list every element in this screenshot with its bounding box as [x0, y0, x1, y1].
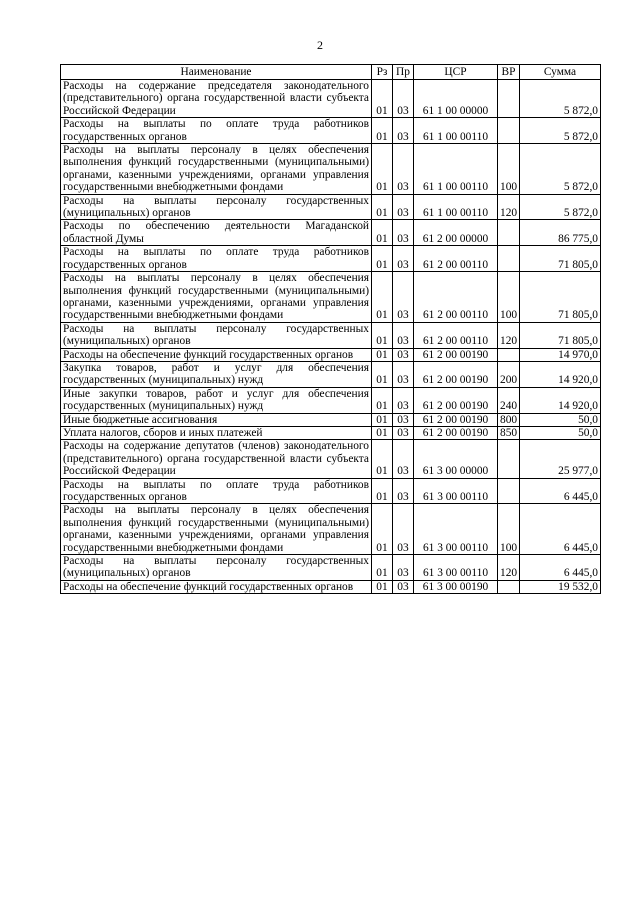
row-sum-cell: 5 872,0	[520, 194, 601, 220]
page-number: 2	[317, 38, 323, 52]
row-csr-cell: 61 2 00 00190	[414, 361, 498, 387]
table-row	[61, 272, 601, 323]
row-vr-cell	[498, 348, 520, 361]
row-pr-cell: 03	[393, 80, 414, 118]
row-pr-cell: 03	[393, 580, 414, 593]
row-vr-cell: 100	[498, 504, 520, 555]
row-name-cell: Иные бюджетные ассигнования	[61, 413, 372, 426]
row-sum-cell: 5 872,0	[520, 144, 601, 195]
row-sum-cell: 50,0	[520, 426, 601, 439]
table-row	[61, 80, 601, 118]
row-sum-cell: 14 920,0	[520, 361, 601, 387]
row-csr-cell: 61 1 00 00110	[414, 194, 498, 220]
row-sum-cell: 19 532,0	[520, 580, 601, 593]
row-sum-cell: 71 805,0	[520, 246, 601, 272]
row-rz-cell: 01	[372, 361, 393, 387]
row-vr-cell: 850	[498, 426, 520, 439]
row-pr-cell: 03	[393, 361, 414, 387]
table-row	[61, 194, 601, 220]
row-name-cell: Расходы на выплаты по оплате труда работников государственных органов	[61, 478, 372, 504]
row-csr-cell: 61 2 00 00110	[414, 272, 498, 323]
row-vr-cell	[498, 580, 520, 593]
row-rz-cell: 01	[372, 504, 393, 555]
row-csr-cell: 61 3 00 00110	[414, 504, 498, 555]
row-pr-cell: 03	[393, 246, 414, 272]
row-sum-cell: 5 872,0	[520, 118, 601, 144]
row-vr-cell	[498, 246, 520, 272]
column-header-sum: Сумма	[520, 65, 601, 80]
row-csr-cell: 61 1 00 00110	[414, 144, 498, 195]
table-row	[61, 387, 601, 413]
table-row	[61, 580, 601, 593]
table-row	[61, 440, 601, 478]
row-csr-cell: 61 2 00 00190	[414, 413, 498, 426]
row-pr-cell: 03	[393, 220, 414, 246]
row-name-cell: Расходы на обеспечение функций государственных органов	[61, 348, 372, 361]
row-csr-cell: 61 2 00 00000	[414, 220, 498, 246]
row-sum-cell: 71 805,0	[520, 272, 601, 323]
row-rz-cell: 01	[372, 426, 393, 439]
row-csr-cell: 61 3 00 00190	[414, 580, 498, 593]
row-vr-cell: 120	[498, 194, 520, 220]
row-rz-cell: 01	[372, 348, 393, 361]
column-header-csr: ЦСР	[414, 65, 498, 80]
row-name-cell: Расходы на выплаты персоналу в целях обеспечения выполнения функций государственными (муниципальными) органами, казенными учреждениями, органами управления государственными внебюджетными фондами	[61, 272, 372, 323]
budget-table	[60, 64, 601, 594]
row-rz-cell: 01	[372, 322, 393, 348]
row-rz-cell: 01	[372, 144, 393, 195]
row-sum-cell: 25 977,0	[520, 440, 601, 478]
row-pr-cell: 03	[393, 322, 414, 348]
row-pr-cell: 03	[393, 413, 414, 426]
row-rz-cell: 01	[372, 272, 393, 323]
row-pr-cell: 03	[393, 478, 414, 504]
row-rz-cell: 01	[372, 580, 393, 593]
row-name-cell: Расходы на выплаты персоналу государственных (муниципальных) органов	[61, 555, 372, 581]
column-header-pr: Пр	[393, 65, 414, 80]
row-csr-cell: 61 2 00 00190	[414, 387, 498, 413]
row-pr-cell: 03	[393, 118, 414, 144]
row-name-cell: Расходы на выплаты персоналу в целях обеспечения выполнения функций государственными (муниципальными) органами, казенными учреждениями, органами управления государственными внебюджетными фондами	[61, 504, 372, 555]
row-rz-cell: 01	[372, 194, 393, 220]
row-pr-cell: 03	[393, 144, 414, 195]
row-csr-cell: 61 2 00 00190	[414, 348, 498, 361]
row-name-cell: Расходы на выплаты персоналу государственных (муниципальных) органов	[61, 194, 372, 220]
row-vr-cell	[498, 80, 520, 118]
row-sum-cell: 5 872,0	[520, 80, 601, 118]
row-name-cell: Расходы по обеспечению деятельности Магаданской областной Думы	[61, 220, 372, 246]
row-csr-cell: 61 2 00 00110	[414, 246, 498, 272]
row-name-cell: Расходы на выплаты по оплате труда работников государственных органов	[61, 246, 372, 272]
row-sum-cell: 6 445,0	[520, 555, 601, 581]
row-vr-cell: 100	[498, 144, 520, 195]
row-sum-cell: 6 445,0	[520, 504, 601, 555]
row-pr-cell: 03	[393, 555, 414, 581]
row-pr-cell: 03	[393, 348, 414, 361]
row-pr-cell: 03	[393, 387, 414, 413]
row-csr-cell: 61 2 00 00110	[414, 322, 498, 348]
table-row	[61, 413, 601, 426]
row-vr-cell: 100	[498, 272, 520, 323]
row-name-cell: Расходы на содержание председателя законодательного (представительного) органа государственной власти субъекта Российской Федерации	[61, 80, 372, 118]
column-header-vr: ВР	[498, 65, 520, 80]
row-csr-cell: 61 1 00 00000	[414, 80, 498, 118]
table-row	[61, 478, 601, 504]
row-vr-cell	[498, 220, 520, 246]
row-sum-cell: 71 805,0	[520, 322, 601, 348]
row-name-cell: Иные закупки товаров, работ и услуг для обеспечения государственных (муниципальных) нужд	[61, 387, 372, 413]
row-sum-cell: 14 920,0	[520, 387, 601, 413]
table-row	[61, 144, 601, 195]
row-vr-cell: 240	[498, 387, 520, 413]
row-sum-cell: 50,0	[520, 413, 601, 426]
row-name-cell: Расходы на выплаты по оплате труда работников государственных органов	[61, 118, 372, 144]
row-pr-cell: 03	[393, 194, 414, 220]
row-rz-cell: 01	[372, 440, 393, 478]
row-pr-cell: 03	[393, 426, 414, 439]
table-row	[61, 246, 601, 272]
table-body	[61, 80, 601, 594]
row-vr-cell	[498, 118, 520, 144]
row-csr-cell: 61 3 00 00110	[414, 478, 498, 504]
table-row	[61, 555, 601, 581]
column-header-rz: Рз	[372, 65, 393, 80]
row-name-cell: Уплата налогов, сборов и иных платежей	[61, 426, 372, 439]
row-rz-cell: 01	[372, 118, 393, 144]
row-name-cell: Расходы на выплаты персоналу в целях обеспечения выполнения функций государственными (муниципальными) органами, казенными учреждениями, органами управления государственными внебюджетными фондами	[61, 144, 372, 195]
row-pr-cell: 03	[393, 272, 414, 323]
row-name-cell: Закупка товаров, работ и услуг для обеспечения государственных (муниципальных) нужд	[61, 361, 372, 387]
row-sum-cell: 14 970,0	[520, 348, 601, 361]
row-rz-cell: 01	[372, 246, 393, 272]
row-vr-cell: 120	[498, 555, 520, 581]
row-rz-cell: 01	[372, 413, 393, 426]
table-row	[61, 220, 601, 246]
row-csr-cell: 61 3 00 00000	[414, 440, 498, 478]
row-pr-cell: 03	[393, 440, 414, 478]
row-sum-cell: 6 445,0	[520, 478, 601, 504]
row-vr-cell: 120	[498, 322, 520, 348]
row-csr-cell: 61 2 00 00190	[414, 426, 498, 439]
row-csr-cell: 61 3 00 00110	[414, 555, 498, 581]
table-row	[61, 348, 601, 361]
table-header-row	[61, 65, 601, 80]
row-rz-cell: 01	[372, 555, 393, 581]
column-header-name: Наименование	[61, 65, 372, 80]
row-rz-cell: 01	[372, 80, 393, 118]
row-rz-cell: 01	[372, 220, 393, 246]
row-vr-cell: 200	[498, 361, 520, 387]
row-csr-cell: 61 1 00 00110	[414, 118, 498, 144]
table-row	[61, 504, 601, 555]
row-rz-cell: 01	[372, 387, 393, 413]
row-name-cell: Расходы на выплаты персоналу государственных (муниципальных) органов	[61, 322, 372, 348]
row-rz-cell: 01	[372, 478, 393, 504]
row-name-cell: Расходы на обеспечение функций государственных органов	[61, 580, 372, 593]
row-name-cell: Расходы на содержание депутатов (членов) законодательного (представительного) органа государственной власти субъекта Российской Федерации	[61, 440, 372, 478]
table-row	[61, 361, 601, 387]
row-pr-cell: 03	[393, 504, 414, 555]
row-vr-cell: 800	[498, 413, 520, 426]
table-row	[61, 426, 601, 439]
row-sum-cell: 86 775,0	[520, 220, 601, 246]
table-row	[61, 118, 601, 144]
row-vr-cell	[498, 440, 520, 478]
table-row	[61, 322, 601, 348]
row-vr-cell	[498, 478, 520, 504]
